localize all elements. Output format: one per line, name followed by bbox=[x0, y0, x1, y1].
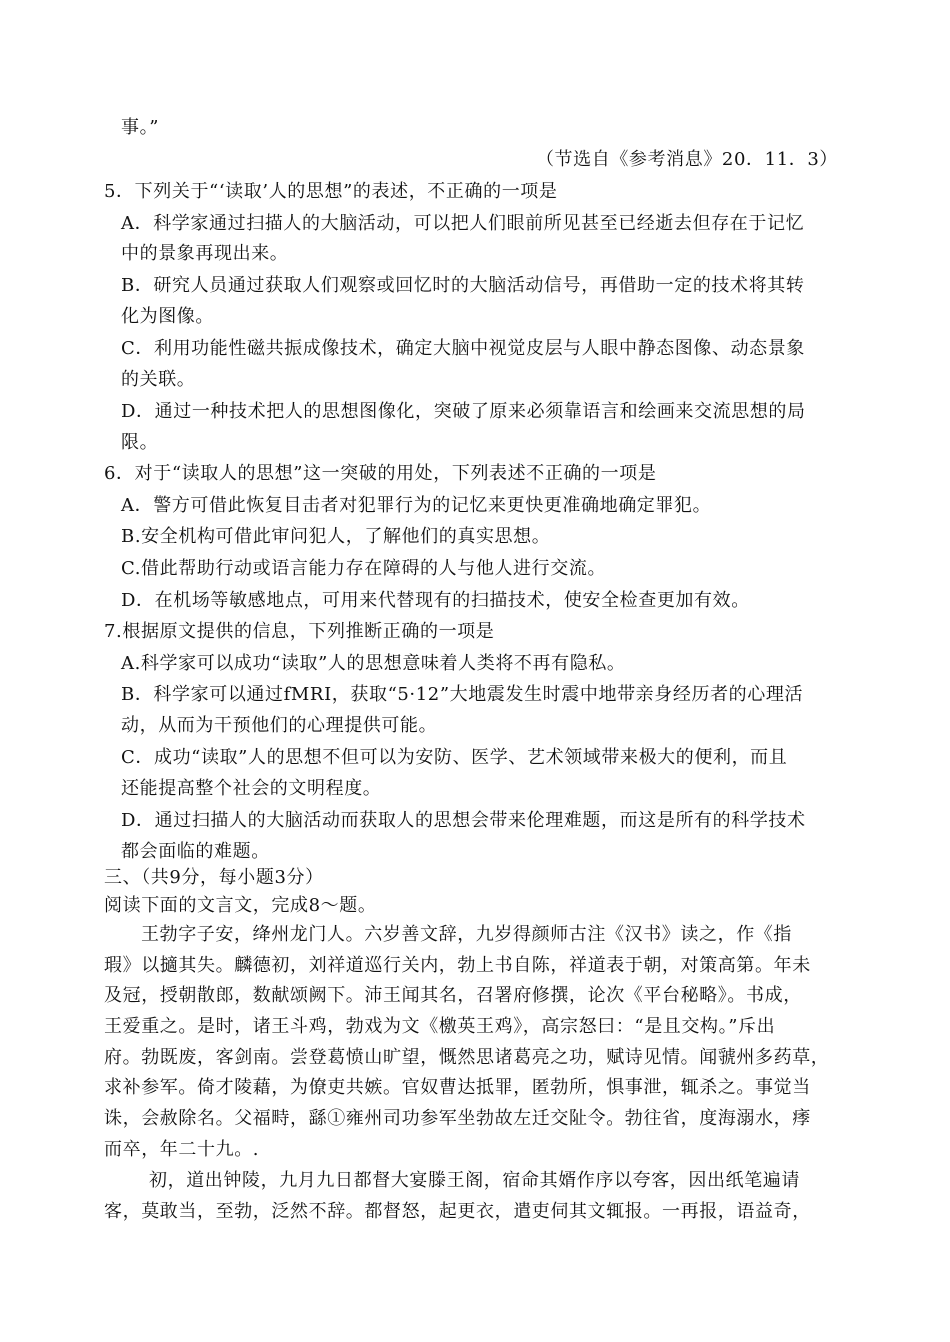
option-5b-line-2: 化为图像。 bbox=[121, 306, 214, 327]
option-5d-line-2: 限。 bbox=[121, 432, 159, 453]
question-5: 5．下列关于“‘读取’人的思想”的表述，不正确的一项是 bbox=[104, 181, 558, 202]
question-7: 7.根据原文提供的信息，下列推断正确的一项是 bbox=[104, 621, 495, 642]
option-6c: C.借此帮助行动或语言能力存在障碍的人与他人进行交流。 bbox=[121, 558, 607, 579]
option-7d-line-1: D．通过扫描人的大脑活动而获取人的思想会带来伦理难题，而这是所有的科学技术 bbox=[121, 810, 806, 831]
passage-line: 初，道出钟陵，九月九日都督大宴滕王阁，宿命其婿作序以夸客，因出纸笔遍请 bbox=[149, 1170, 800, 1191]
option-7c-line-1: C．成功“读取”人的思想不但可以为安防、医学、艺术领域带来极大的便利，而且 bbox=[121, 747, 788, 768]
option-7b-line-2: 动，从而为干预他们的心理提供可能。 bbox=[121, 715, 438, 736]
source-citation: （节选自《参考消息》20．11．3） bbox=[535, 149, 838, 170]
question-6: 6．对于“读取人的思想”这一突破的用处，下列表述不正确的一项是 bbox=[104, 463, 657, 484]
passage-line: 府。勃既废，客剑南。尝登葛愤山旷望，慨然思诸葛亮之功，赋诗见情。闻虢州多药草， bbox=[104, 1047, 830, 1068]
option-6b: B.安全机构可借此审问犯人，了解他们的真实思想。 bbox=[121, 526, 551, 547]
instructions: 阅读下面的文言文，完成8～题。 bbox=[104, 895, 377, 916]
passage-line: 王勃字子安，绛州龙门人。六岁善文辞，九岁得颜师古注《汉书》读之，作《指 bbox=[141, 924, 792, 945]
option-6d: D．在机场等敏感地点，可用来代替现有的扫描技术，使安全检查更加有效。 bbox=[121, 590, 750, 611]
option-5c-line-1: C．利用功能性磁共振成像技术，确定大脑中视觉皮层与人眼中静态图像、动态景象 bbox=[121, 338, 805, 359]
option-7b-line-1: B．科学家可以通过fMRI，获取“5·12”大地震发生时震中地带亲身经历者的心理活 bbox=[121, 684, 804, 705]
section-heading: 三、（共9分，每小题3分） bbox=[104, 867, 324, 888]
option-5d-line-1: D．通过一种技术把人的思想图像化，突破了原来必须靠语言和绘画来交流思想的局 bbox=[121, 401, 806, 422]
option-7c-line-2: 还能提高整个社会的文明程度。 bbox=[121, 778, 382, 799]
text-line: 事。” bbox=[121, 117, 160, 138]
passage-line: 及冠，授朝散郎，数献颂阙下。沛王闻其名，召署府修撰，论次《平台秘略》。书成， bbox=[104, 985, 802, 1006]
option-5b-line-1: B．研究人员通过获取人们观察或回忆时的大脑活动信号，再借助一定的技术将其转 bbox=[121, 275, 805, 296]
passage-line: 瑕》以擿其失。麟德初，刘祥道巡行关内，勃上书自陈，祥道表于朝，对策高第。年未 bbox=[104, 955, 811, 976]
option-6a: A．警方可借此恢复目击者对犯罪行为的记忆来更快更准确地确定罪犯。 bbox=[121, 495, 712, 516]
passage-line: 求补参军。倚才陵藉，为僚吏共嫉。官奴曹达抵罪，匿勃所，惧事泄，辄杀之。事觉当 bbox=[104, 1077, 811, 1098]
passage-line: 而卒，年二十九。. bbox=[104, 1139, 260, 1160]
passage-line: 诛，会赦除名。父福畤，繇①雍州司功参军坐勃故左迁交阯令。勃往省，度海溺水，痵 bbox=[104, 1108, 811, 1129]
option-5c-line-2: 的关联。 bbox=[121, 369, 196, 390]
passage-line: 王爱重之。是时，诸王斗鸡，勃戏为文《檄英王鸡》，高宗怒曰：“是且交构。”斥出 bbox=[104, 1016, 776, 1037]
passage-line: 客，莫敢当，至勃，泛然不辞。都督怒，起更衣，遣吏伺其文辄报。一再报，语益奇， bbox=[104, 1201, 811, 1222]
option-5a-line-1: A．科学家通过扫描人的大脑活动，可以把人们眼前所见甚至已经逝去但存在于记忆 bbox=[121, 213, 805, 234]
option-5a-line-2: 中的景象再现出来。 bbox=[121, 243, 289, 264]
option-7a: A.科学家可以成功“读取”人的思想意味着人类将不再有隐私。 bbox=[121, 653, 626, 674]
option-7d-line-2: 都会面临的难题。 bbox=[121, 841, 270, 862]
